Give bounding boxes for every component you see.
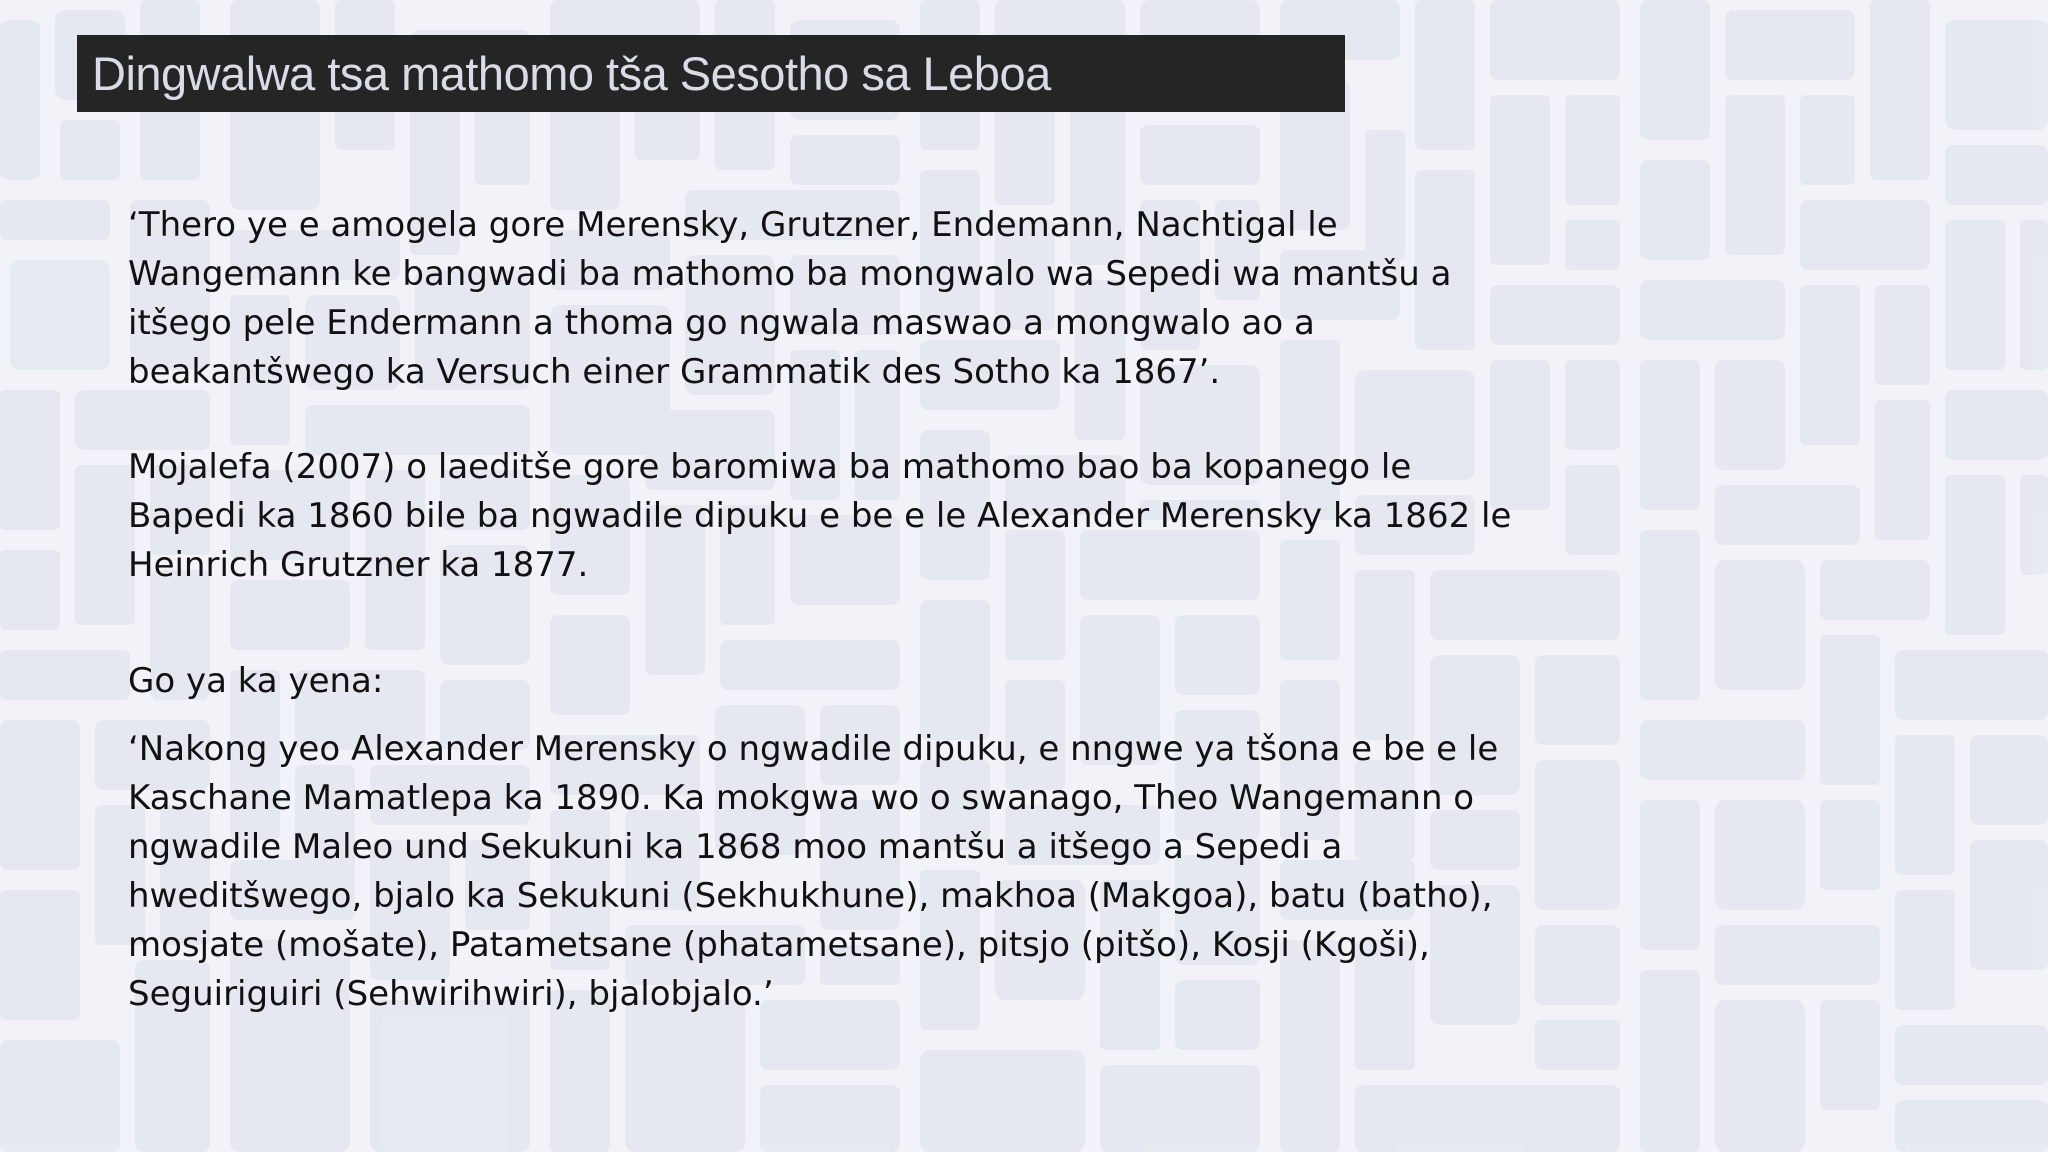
paragraph-line: mosjate (mošate), Patametsane (phatametsane), pitsjo (pitšo), Kosji (Kgoši), xyxy=(128,925,1430,965)
paragraph-line: ngwadile Maleo und Sekukuni ka 1868 moo mantšu a itšego a Sepedi a xyxy=(128,827,1343,867)
paragraph-line: ‘Thero ye e amogela gore Merensky, Grutzner, Endemann, Nachtigal le xyxy=(128,205,1338,245)
paragraph-line: itšego pele Endermann a thoma go ngwala maswao a mongwalo ao a xyxy=(128,303,1315,343)
paragraph-line: Bapedi ka 1860 bile ba ngwadile dipuku e be e le Alexander Merensky ka 1862 le xyxy=(128,496,1512,536)
paragraph-line: Seguiriguiri (Sehwirihwiri), bjalobjalo.’ xyxy=(128,974,774,1014)
paragraph-line: hweditšwego, bjalo ka Sekukuni (Sekhukhune), makhoa (Makgoa), batu (batho), xyxy=(128,876,1493,916)
paragraph-line: Go ya ka yena: xyxy=(128,661,384,701)
paragraph-line: Kaschane Mamatlepa ka 1890. Ka mokgwa wo o swanago, Theo Wangemann o xyxy=(128,778,1475,818)
title-bar xyxy=(77,35,1345,112)
slide-title: Dingwalwa tsa mathomo tša Sesotho sa Leboa xyxy=(92,47,1051,100)
paragraph-line: Mojalefa (2007) o laeditše gore baromiwa ba mathomo bao ba kopanego le xyxy=(128,447,1412,487)
paragraph-line: beakantšwego ka Versuch einer Grammatik des Sotho ka 1867’. xyxy=(128,352,1221,392)
paragraph-intro xyxy=(128,657,1528,706)
paragraph-line: ‘Nakong yeo Alexander Merensky o ngwadile dipuku, e nngwe ya tšona e be e le xyxy=(128,729,1499,769)
paragraph-quote-2 xyxy=(128,725,1528,1019)
paragraph-quote-1 xyxy=(128,201,1528,397)
paragraph-mojalefa xyxy=(128,443,1528,590)
paragraph-line: Heinrich Grutzner ka 1877. xyxy=(128,545,589,585)
paragraph-line: Wangemann ke bangwadi ba mathomo ba mongwalo wa Sepedi wa mantšu a xyxy=(128,254,1452,294)
